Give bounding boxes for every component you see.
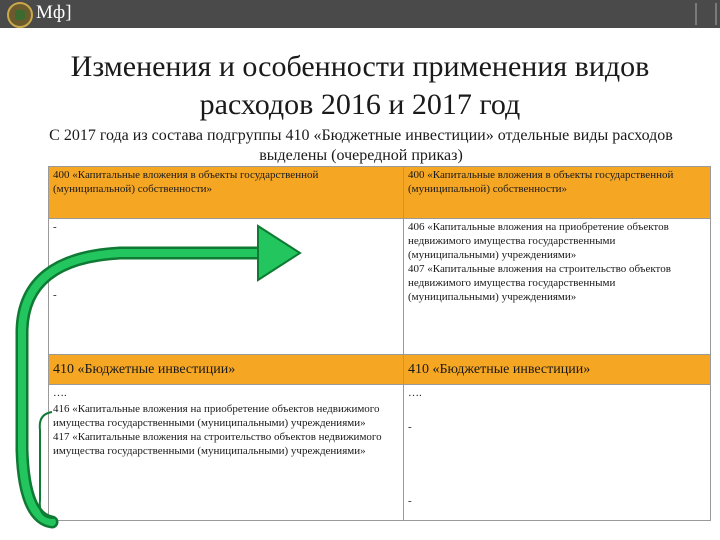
table-row: [49, 355, 711, 385]
table-cell-2017-400: 400 «Капитальные вложения в объекты государственной (муниципальной) собственности»: [404, 167, 711, 219]
code-417-text: 417 «Капитальные вложения на строительство объектов недвижимого имущества государственными (муниципальными) учреждениями»: [53, 431, 382, 457]
code-406-text: 406 «Капитальные вложения на приобретение объектов недвижимого имущества государственными (муниципальными) учреждениями»: [408, 221, 669, 261]
ellipsis-text: ….: [408, 387, 422, 399]
title-line-1: Изменения и особенности применения видов: [70, 50, 650, 83]
table-cell-2016-410: 410 «Бюджетные инвестиции»: [49, 355, 404, 385]
code-407-text: 407 «Капитальные вложения на строительство объектов недвижимого имущества государственными (муниципальными) учреждениями»: [408, 263, 671, 303]
brand-label: Мф]: [36, 2, 72, 23]
comparison-table: [48, 166, 711, 521]
page-title: [0, 48, 720, 124]
table-cell-2016-old-codes: [49, 385, 404, 521]
subtitle: С 2017 года из состава подгруппы 410 «Бюджетные инвестиции» отдельные виды расходов выделены (очередной приказ): [49, 127, 673, 164]
table-cell-2017-410: 410 «Бюджетные инвестиции»: [404, 355, 711, 385]
table-cell-2017-new-codes: [404, 219, 711, 355]
top-bar: [0, 0, 720, 28]
table-cell-2017-removed: [404, 385, 711, 521]
table-cell-2016-empty: [49, 219, 404, 355]
code-416-text: 416 «Капитальные вложения на приобретение объектов недвижимого имущества государственными (муниципальными) учреждениями»: [53, 403, 380, 429]
table-row: [49, 167, 711, 219]
dash-text: -: [53, 221, 57, 233]
ellipsis-text: ….: [53, 387, 67, 399]
table-cell-2016-400: 400 «Капитальные вложения в объекты государственной (муниципальной) собственности»: [49, 167, 404, 219]
table-row: [49, 219, 711, 355]
dash-text: -: [408, 495, 412, 507]
title-line-2: расходов 2016 и 2017 год: [199, 88, 521, 121]
dash-text: -: [53, 289, 57, 301]
emblem-icon: [7, 2, 33, 28]
dash-text: -: [408, 421, 412, 433]
table-row: [49, 385, 711, 521]
corner-lines-decoration: [695, 3, 717, 25]
